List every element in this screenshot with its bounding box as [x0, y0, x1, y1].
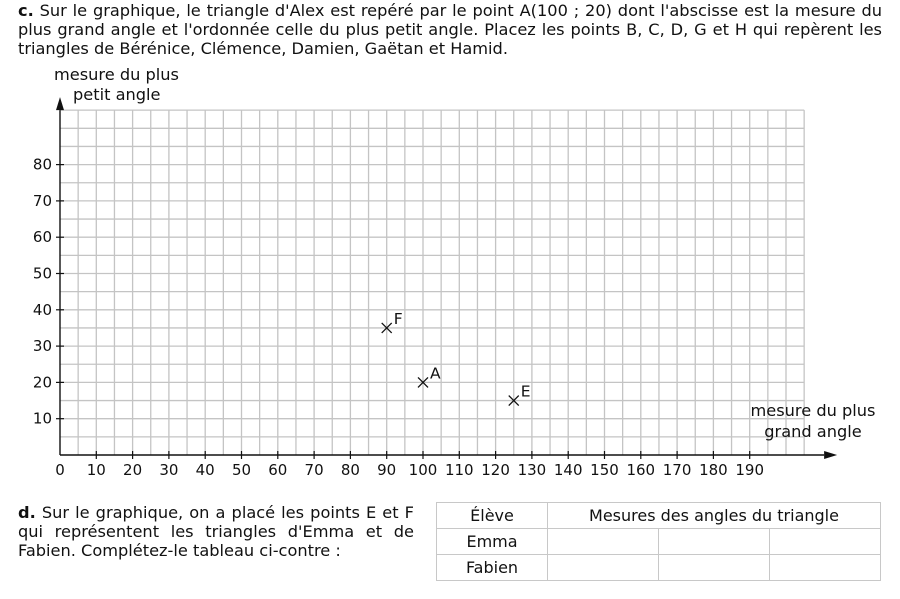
y-tick-label: 50 — [32, 264, 52, 283]
x-tick-label: 190 — [735, 461, 765, 479]
table-cell-input[interactable] — [659, 555, 770, 581]
y-tick-label: 60 — [32, 228, 52, 247]
y-tick-label: 70 — [32, 191, 52, 210]
question-d — [18, 503, 414, 560]
x-tick-label: 50 — [231, 461, 252, 479]
question-d-label: d. — [18, 503, 36, 522]
x-tick-label: 40 — [195, 461, 215, 479]
chart-grid — [60, 110, 804, 455]
y-tick-label: 20 — [32, 373, 52, 392]
question-d-text: Sur le graphique, on a placé les points E et F qui représentent les triangles d'Emma et de Fabien. Complétez-le tableau ci-contre : — [18, 503, 414, 560]
point-label: E — [520, 382, 531, 401]
table-cell-input[interactable] — [659, 529, 770, 555]
x-tick-label: 90 — [377, 461, 397, 479]
table-cell-input[interactable] — [770, 529, 881, 555]
table-header-eleve: Élève — [437, 503, 548, 529]
x-tick-label: 170 — [662, 461, 692, 479]
data-point — [418, 364, 441, 387]
table-row — [437, 555, 881, 581]
table-row-label: Fabien — [437, 555, 548, 581]
x-tick-label: 160 — [626, 461, 656, 479]
point-label: A — [430, 364, 441, 383]
x-tick-label: 80 — [340, 461, 360, 479]
y-tick-label: 10 — [32, 409, 52, 428]
angles-table — [436, 502, 881, 581]
x-tick-label: 110 — [444, 461, 474, 479]
chart-points — [382, 310, 531, 406]
x-tick-label: 100 — [408, 461, 438, 479]
point-label: F — [393, 309, 403, 328]
x-tick-label: 70 — [304, 461, 324, 479]
y-axis-arrow — [56, 97, 64, 110]
x-tick-label: 120 — [481, 461, 510, 479]
question-c-text: Sur le graphique, le triangle d'Alex est repéré par le point A(100 ; 20) dont l'abscisse est la mesure du plus grand angle et l'ordonnée celle du plus petit angle. Placez les points B, C, D, G et H qui repèrent les triangles de Bérénice, Clémence, Damien, Gaëtan et Hamid. — [18, 1, 882, 58]
x-tick-label: 130 — [517, 461, 547, 479]
data-point — [382, 310, 403, 333]
x-axis-label-line2: grand angle — [764, 422, 862, 441]
x-tick-label: 10 — [86, 461, 106, 479]
y-axis-label-line1: mesure du plus — [54, 65, 179, 84]
y-axis-label-line2: petit angle — [73, 85, 161, 104]
table-row-label: Emma — [437, 529, 548, 555]
table-cell-input[interactable] — [548, 529, 659, 555]
data-point — [509, 383, 531, 406]
x-tick-label: 20 — [123, 461, 143, 479]
x-tick-label: 150 — [590, 461, 619, 479]
x-tick-label: 140 — [553, 461, 583, 479]
chart-axes — [56, 97, 837, 459]
x-tick-label: 30 — [159, 461, 179, 479]
x-tick-label: 180 — [699, 461, 728, 479]
table-header-row — [437, 503, 881, 529]
table-cell-input[interactable] — [770, 555, 881, 581]
x-tick-label: 60 — [268, 461, 288, 479]
y-tick-label: 80 — [32, 155, 52, 174]
table-cell-input[interactable] — [548, 555, 659, 581]
x-tick-label: 0 — [55, 461, 65, 479]
question-c-label: c. — [18, 1, 34, 20]
x-axis-arrow — [824, 451, 837, 459]
table-row — [437, 529, 881, 555]
y-tick-label: 40 — [32, 300, 52, 319]
y-tick-label: 30 — [32, 337, 52, 356]
table-header-mesures: Mesures des angles du triangle — [548, 503, 881, 529]
x-axis-label-line1: mesure du plus — [750, 401, 876, 420]
